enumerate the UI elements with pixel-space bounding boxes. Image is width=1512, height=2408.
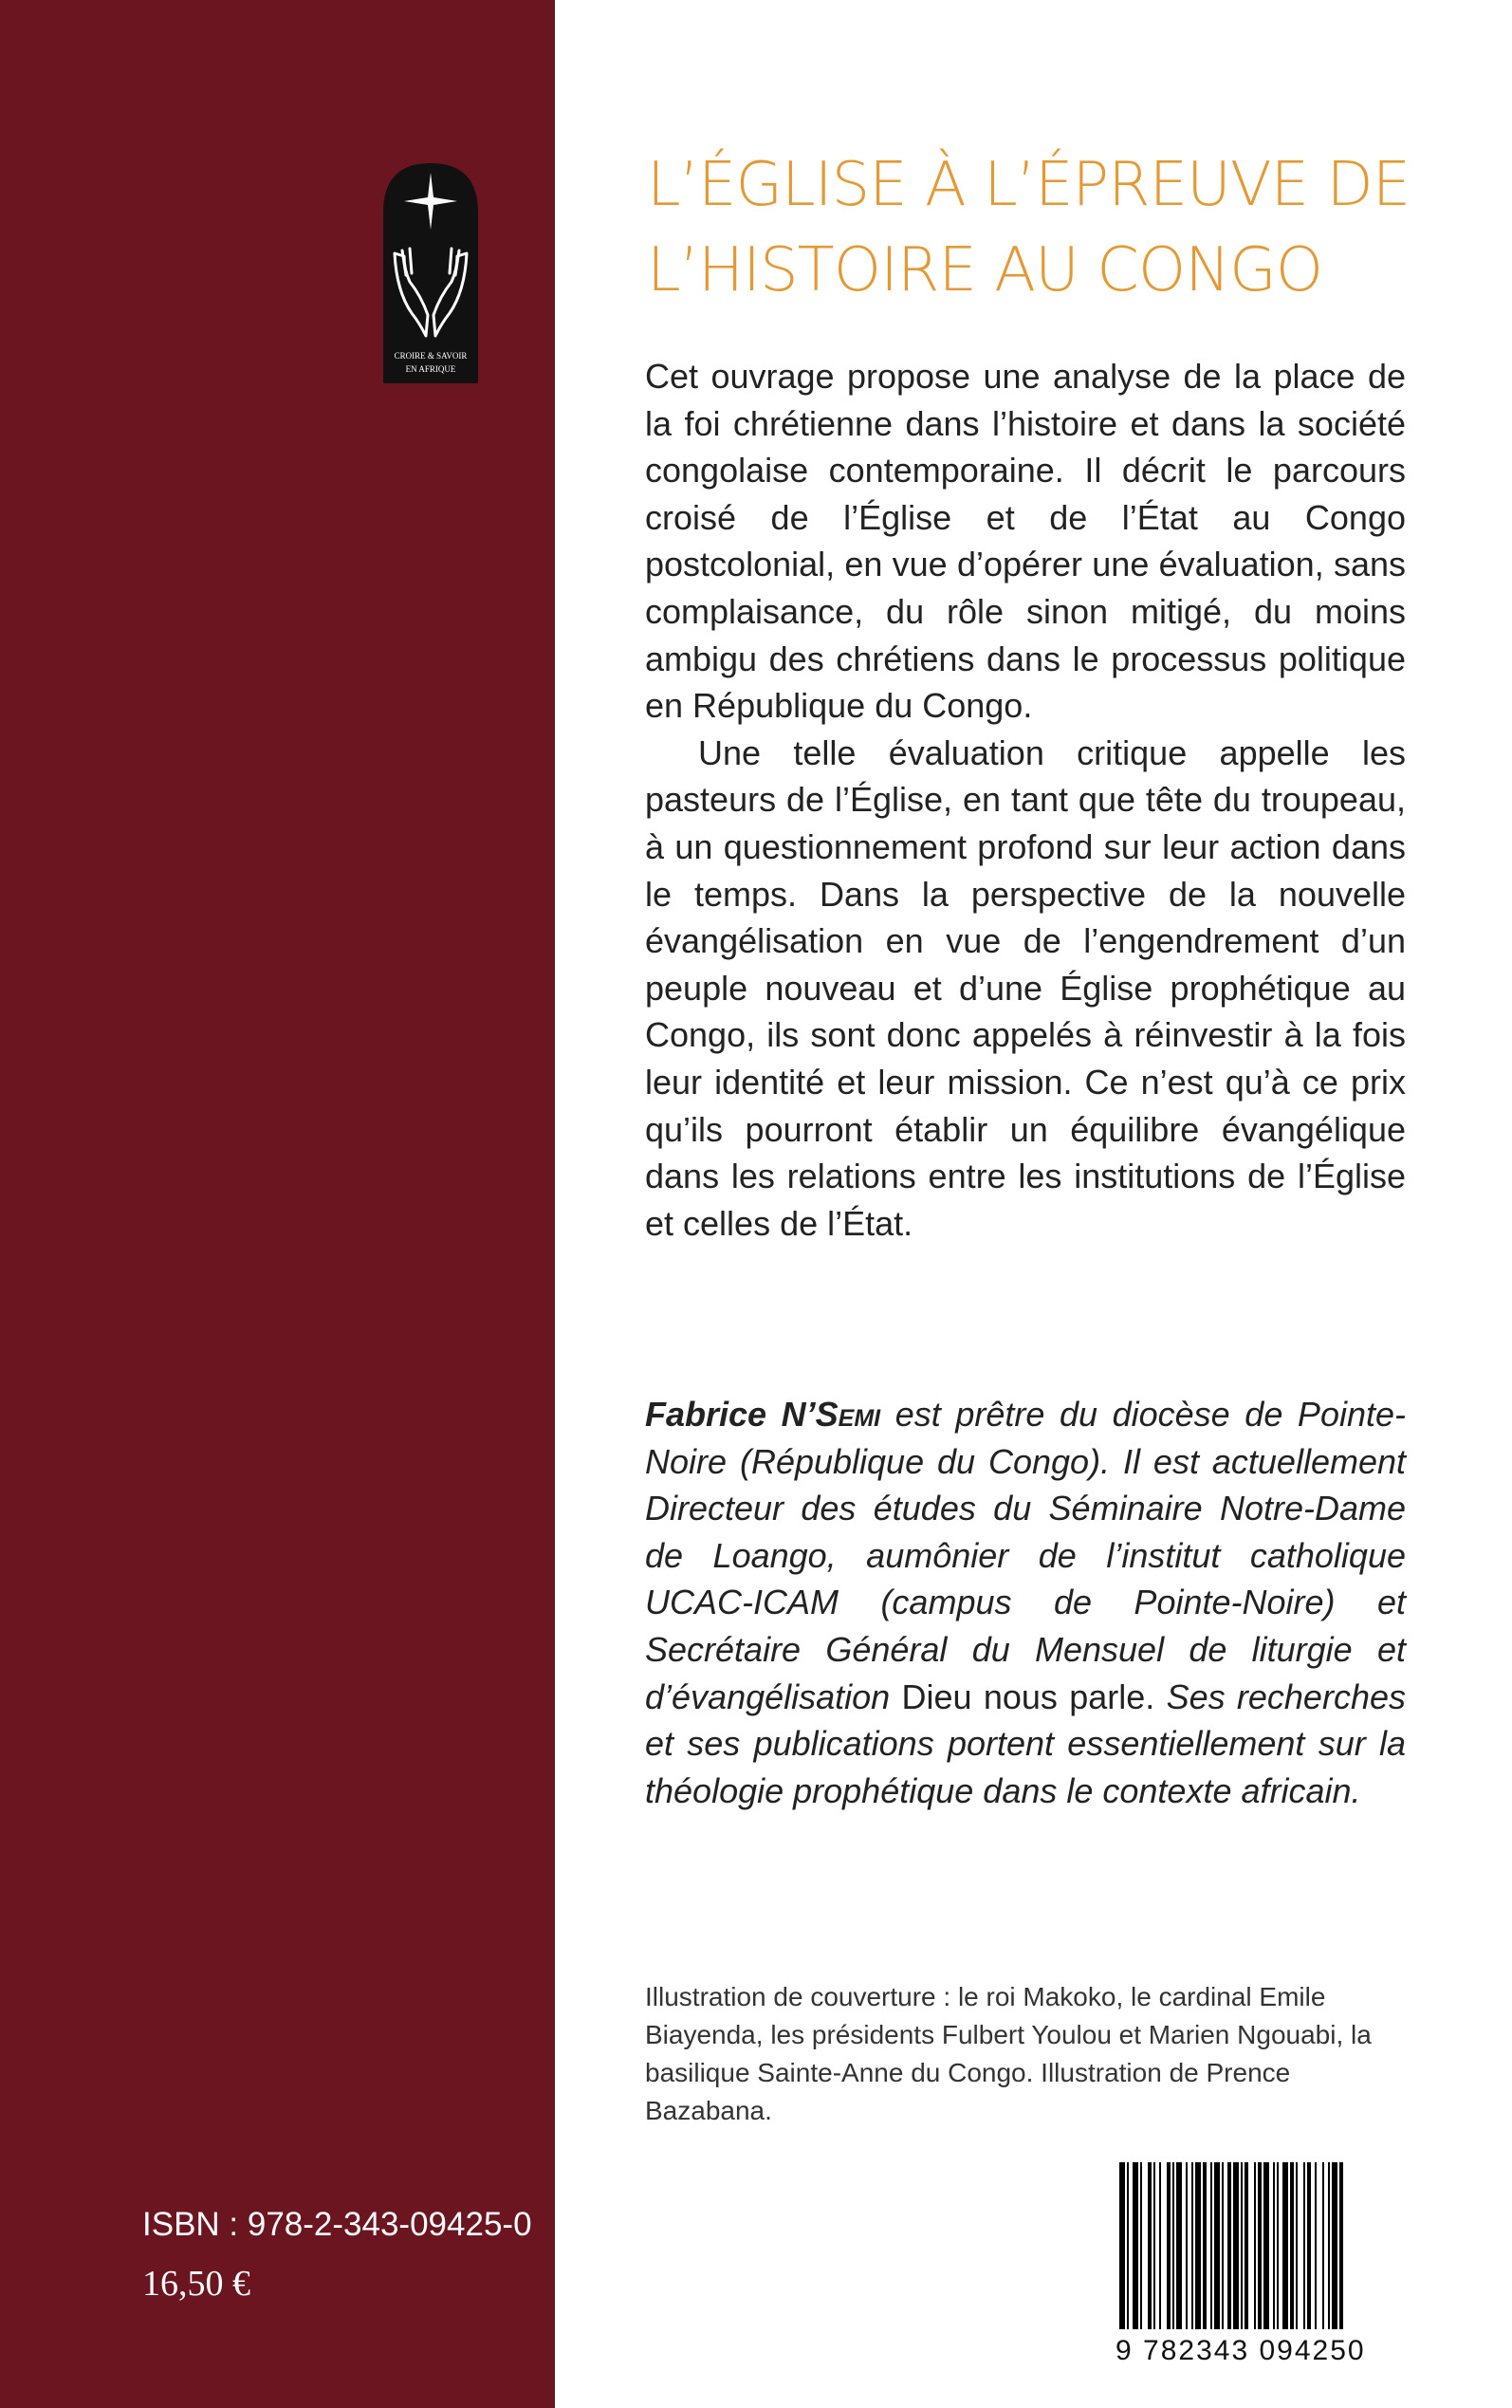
barcode-bar — [1254, 2162, 1256, 2329]
barcode-bar — [1214, 2162, 1220, 2329]
barcode-bar — [1273, 2162, 1275, 2329]
barcode-bar — [1222, 2162, 1224, 2329]
praying-hands-star-icon — [383, 163, 478, 383]
author-bio — [645, 1391, 1406, 1814]
bio-magazine-title: Dieu nous parle. — [901, 1676, 1155, 1716]
bio-text-part2: Ses recherches et ses publications portent essentiellement sur la théologie prophétique dans le contexte africain. — [645, 1676, 1406, 1810]
barcode-bar — [1203, 2162, 1207, 2329]
barcode-bar — [1241, 2162, 1243, 2329]
isbn-barcode — [1116, 2158, 1414, 2366]
barcode-bar — [1332, 2162, 1337, 2329]
summary-paragraph: Une telle évaluation critique appelle les pasteurs de l’Église, en tant que tête du troupeau, à un questionnement profond sur leur action dans le temps. Dans la perspective de la nouvelle évangélisation en vue de l’engendrement d’un peuple nouveau et d’une Église prophétique au Congo, ils sont donc appelés à réinvestir à la fois leur identité et leur mission. Ce n’est qu’à ce prix qu’ils pourront établir un équilibre évangélique dans les relations entre les institutions de l’Église et celles de l’État. — [645, 732, 1406, 1243]
barcode-bar — [1290, 2162, 1294, 2329]
bio-author-last: Semi — [815, 1395, 881, 1434]
title-line-1: L’ÉGLISE À L’ÉPREUVE DE — [647, 150, 1411, 220]
logo-caption-line1: CROIRE & SAVOIR — [394, 351, 468, 361]
barcode-bar — [1339, 2162, 1343, 2329]
title-line-2: L’HISTOIRE AU CONGO — [647, 235, 1323, 306]
barcode-bar — [1167, 2162, 1171, 2329]
barcode-bar — [1277, 2162, 1279, 2329]
cover-illustration-credit: Illustration de couverture : le roi Makoko, le cardinal Emile Biayenda, les présidents Fulbert Youlou et Marien Ngouabi, la basilique Sainte-Anne du Congo. Illustration de Prence Bazabana. — [645, 1982, 1372, 2125]
barcode-bar — [1176, 2162, 1182, 2329]
barcode-bar — [1296, 2162, 1298, 2329]
barcode-bar — [1315, 2162, 1317, 2329]
barcode-bar — [1227, 2162, 1231, 2329]
barcode-bar — [1233, 2162, 1239, 2329]
barcode-bars — [1116, 2158, 1414, 2332]
barcode-bar — [1245, 2162, 1248, 2329]
barcode-bar — [1148, 2162, 1152, 2329]
barcode-bar — [1263, 2162, 1269, 2329]
barcode-bar — [1307, 2162, 1311, 2329]
barcode-bar — [1172, 2162, 1174, 2329]
barcode-bar — [1258, 2162, 1262, 2329]
barcode-bar — [1186, 2162, 1188, 2329]
barcode-bar — [1282, 2162, 1288, 2329]
bio-author-first: Fabrice N’ — [645, 1395, 816, 1434]
maroon-side-panel — [0, 0, 555, 2408]
logo-caption-line2: EN AFRIQUE — [405, 364, 456, 374]
isbn: ISBN : 978-2-343-09425-0 — [142, 2206, 532, 2243]
barcode-bar — [1159, 2162, 1161, 2329]
bio-text-part1: est prêtre du diocèse de Pointe-Noire (République du Congo). Il est actuellement Directeur des études du Séminaire Notre-Dame de Loango, aumônier de l’institut catholique UCAC-ICAM (campus de Pointe-Noire) et Secrétaire Général du Mensuel de liturgie et d’évangélisation — [645, 1395, 1406, 1716]
barcode-bar — [1191, 2162, 1193, 2329]
barcode-digits: 9 782343 094250 — [1116, 2335, 1366, 2366]
bio-paragraph — [645, 1391, 1406, 1814]
summary-paragraph: Cet ouvrage propose une analyse de la place de la foi chrétienne dans l’histoire et dans la société congolaise contemporaine. Il décrit le parcours croisé de l’Église et de l’État au Congo postcolonial, en vue d’opérer une évaluation, sans complaisance, du rôle sinon mitigé, du moins ambigu des chrétiens dans le processus politique en République du Congo. — [645, 357, 1406, 726]
barcode-bar — [1140, 2162, 1142, 2329]
barcode-bar — [1119, 2162, 1125, 2329]
barcode-bar — [1303, 2162, 1305, 2329]
barcode-bar — [1210, 2162, 1212, 2329]
barcode-bar — [1127, 2162, 1129, 2329]
barcode-bar — [1322, 2162, 1324, 2329]
barcode-bar — [1195, 2162, 1201, 2329]
barcode-bar — [1328, 2162, 1330, 2329]
price: 16,50 € — [142, 2264, 250, 2304]
summary-text — [645, 353, 1406, 1247]
barcode-bar — [1133, 2162, 1138, 2329]
barcode-bar — [1153, 2162, 1155, 2329]
publisher-logo — [383, 163, 478, 383]
book-title — [647, 142, 1463, 313]
